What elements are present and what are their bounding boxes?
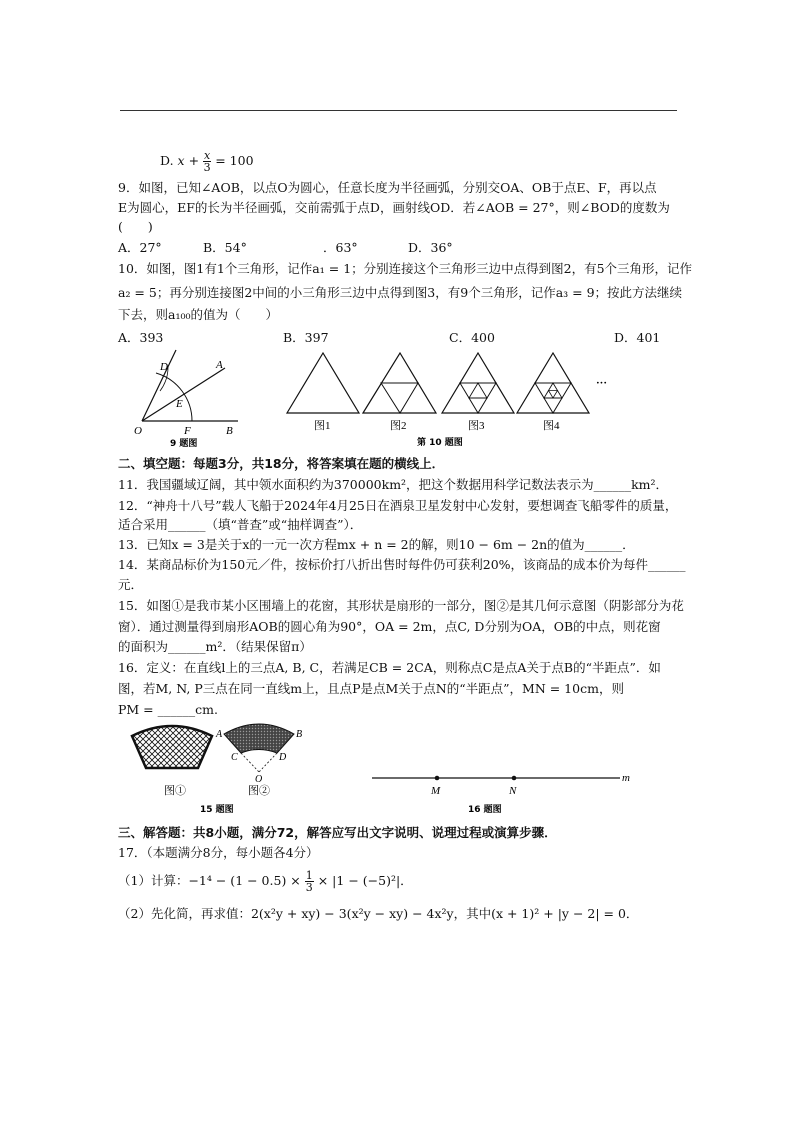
label-b: B — [226, 425, 233, 437]
sector-diagram — [215, 724, 302, 785]
sub-label-1: 图① — [164, 785, 186, 797]
fig15-caption: 15 题图 — [200, 805, 234, 815]
q9-option-a: A．27° — [118, 240, 162, 255]
label-b: B — [296, 729, 303, 740]
q10-line2: a₂ = 5；再分别连接图2中间的小三角形三边中点得到图3，有9个三角形，记作a₃ = 9；按此方法继续 — [118, 285, 683, 300]
q9-option-c: ．63° — [323, 240, 358, 255]
fig10-ellipsis: ··· — [596, 377, 608, 389]
q15-line3: 的面积为______m²．（结果保留π） — [118, 639, 312, 654]
q16-line1: 16．定义：在直线l上的三点A, B, C，若满足CB = 2CA，则称点C是点A关于点B的“半距点”．如 — [118, 660, 661, 675]
point-n — [512, 776, 517, 781]
q17-part2: （2）先化简，再求值：2(x²y + xy) − 3(x²y − xy) − 4x²y，其中(x + 1)² + |y − 2| = 0． — [118, 906, 639, 921]
point-m — [435, 776, 440, 781]
section2-heading: 二、填空题：每题3分，共18分，将答案填在题的横线上． — [118, 456, 445, 471]
label-f: F — [184, 425, 191, 437]
q10-option-b: B．397 — [283, 330, 329, 345]
q10-option-c: C．400 — [449, 330, 495, 345]
q10-option-d: D．401 — [614, 330, 661, 345]
q16-line3: PM = ______cm. — [118, 702, 218, 717]
q13: 13．已知x = 3是关于x的一元一次方程mx + n = 2的解，则10 − 6m − 2n的值为______． — [118, 537, 635, 552]
figure-15 — [128, 718, 303, 818]
q17-part1: （1）计算：−1⁴ − (1 − 0.5) × $\frac{1}{3}$ × |1 − (−5)²|． — [118, 869, 413, 894]
q14-line1: 14．某商品标价为150元／件，按标价打八折出售时每件仍可获利20%，该商品的成本价为每件______ — [118, 557, 686, 572]
triangle-fig4 — [517, 353, 589, 413]
triangle-fig1 — [287, 353, 359, 413]
q9-option-d: D．36° — [408, 240, 453, 255]
section3-heading: 三、解答题：共8小题，满分72，解答应写出文字说明、说理过程或演算步骤． — [118, 825, 557, 840]
q10-option-a: A．393 — [118, 330, 164, 345]
q17-fraction: $\frac{1}{3}$ — [305, 869, 313, 894]
header-rule — [120, 110, 677, 111]
label-fig1: 图1 — [314, 420, 331, 432]
label-line-m: m — [622, 772, 630, 784]
q15-line1: 15．如图①是我市某小区围墙上的花窗，其形状是扇形的一部分，图②是其几何示意图（阴影部分为花 — [118, 598, 684, 613]
q9-line2: E为圆心，EF的长为半径画弧，交前需弧于点D，画射线OD．若∠AOB = 27°，则∠BOD的度数为 — [118, 200, 670, 215]
q12-line1: 12．“神舟十八号”载人飞船于2024年4月25日在酒泉卫星发射中心发射，要想调查飞船零件的质量， — [118, 498, 678, 513]
triangle-fig2 — [363, 353, 436, 413]
label-c: C — [231, 752, 238, 763]
q15-line2: 窗）．通过测量得到扇形AOB的圆心角为90°，OA = 2m，点C, D分别为OA，OB的中点，则花窗 — [118, 619, 661, 634]
label-fig2: 图2 — [390, 420, 407, 432]
label-d: D — [279, 752, 287, 763]
window-photo — [132, 726, 212, 768]
q10-line3: 下去，则a₁₀₀的值为（ ） — [118, 307, 278, 322]
label-fig3: 图3 — [468, 420, 485, 432]
fig10-caption: 第 10 题图 — [417, 438, 463, 448]
label-n: N — [509, 785, 517, 797]
q9-line3: ( ) — [118, 219, 153, 234]
sub-label-2: 图② — [248, 785, 270, 797]
label-fig4: 图4 — [543, 420, 560, 432]
label-a: A — [216, 359, 223, 371]
fig16-caption: 16 题图 — [468, 805, 502, 815]
label-e: E — [176, 398, 183, 410]
triangle-fig3 — [442, 353, 514, 413]
q8-fraction: $\frac{x}{3}$ — [203, 149, 211, 174]
figure-9 — [130, 346, 248, 450]
figure-16 — [368, 768, 638, 818]
label-m: M — [431, 785, 441, 797]
q12-line2: 适合采用______（填“普查”或“抽样调查”）． — [118, 517, 363, 532]
q17-header: 17．（本题满分8分，每小题各4分） — [118, 845, 319, 860]
q10-line1: 10．如图，图1有1个三角形，记作a₁ = 1；分别连接这个三角形三边中点得到图2，有5个三角形，记作 — [118, 261, 693, 276]
q14-line2: 元． — [118, 577, 144, 592]
q16-line2: 图，若M, N, P三点在同一直线m上，且点P是点M关于点N的“半距点”，MN = 10cm，则 — [118, 681, 624, 696]
q11: 11．我国疆域辽阔，其中领水面积约为370000km²，把这个数据用科学记数法表示为______km²． — [118, 477, 669, 492]
q9-option-b: B．54° — [203, 240, 247, 255]
label-o: O — [255, 774, 263, 785]
q8-option-d: D. x + $\frac{x}{3}$ = 100 — [160, 149, 254, 174]
label-d: D — [160, 361, 168, 373]
q8-lhs: x + — [177, 153, 200, 168]
q9-line1: 9．如图，已知∠AOB，以点O为圆心，任意长度为半径画弧，分别交OA、OB于点E、F，再以点 — [118, 180, 657, 195]
label-o: O — [134, 425, 142, 437]
fig9-caption: 9 题图 — [170, 439, 198, 449]
figure-10 — [280, 350, 620, 450]
label-a: A — [216, 729, 223, 740]
